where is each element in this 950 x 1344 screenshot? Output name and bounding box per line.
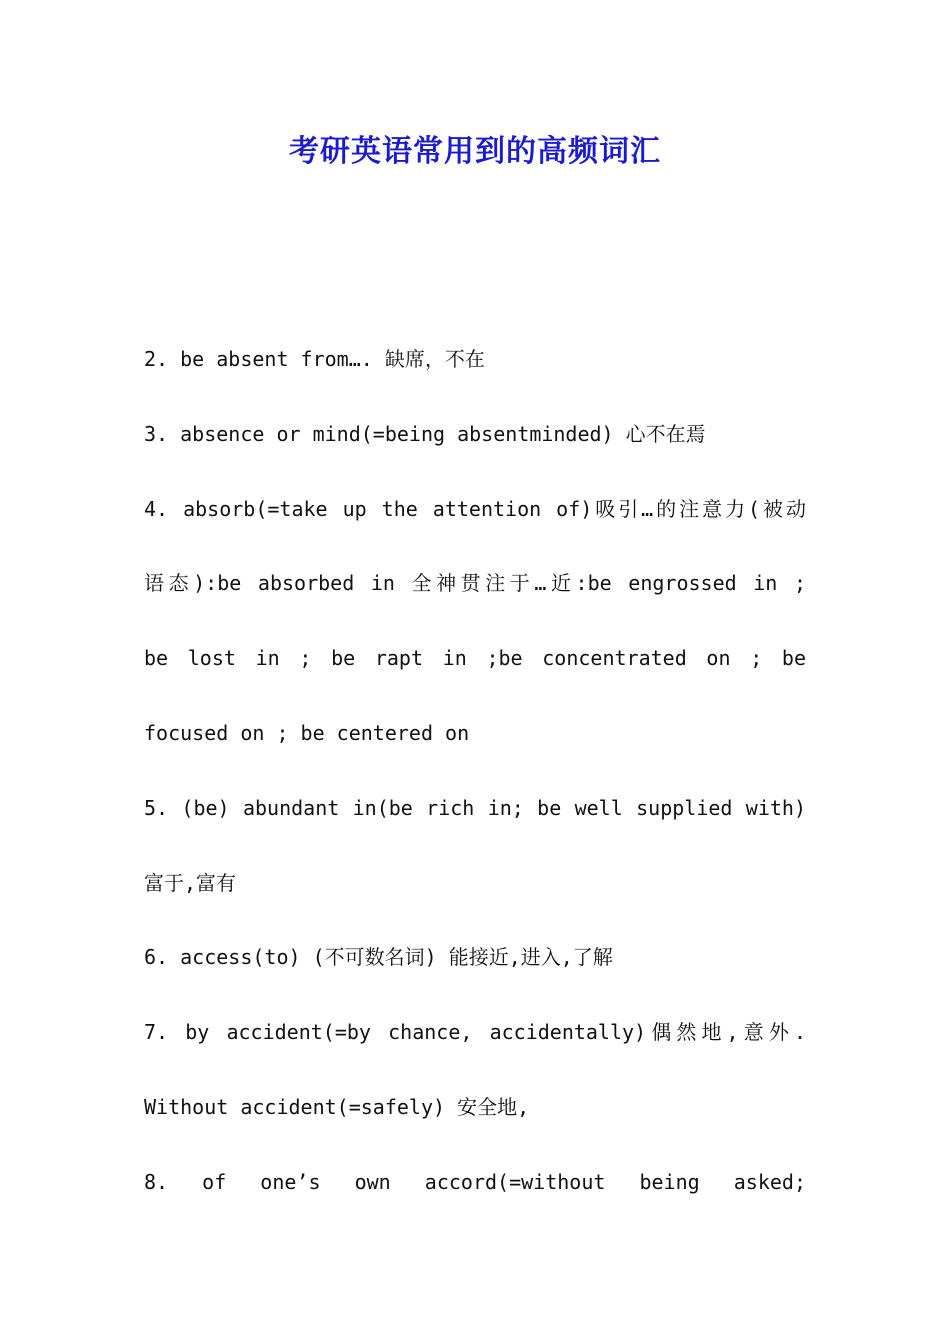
text-line: 6. access(to) (不可数名词) 能接近,进入,了解 [144,945,613,970]
text-line: be lost in ; be rapt in ;be concentrated on ; be [144,646,806,671]
text-line: 2. be absent from…. 缺席，不在 [144,347,485,371]
text-line: 3. absence or mind(=being absentminded) 心不在焉 [144,421,706,446]
text-line: focused on ; be centered on [144,720,470,745]
text-line: 5. (be) abundant in(be rich in; be well supplied with) [144,795,806,820]
text-line: 语态):be absorbed in 全神贯注于…近:be engrossed in ; [144,571,806,596]
document-title: 考研英语常用到的高频词汇 [289,134,661,169]
text-line: 8. of one’s own accord(=without being asked; [144,1169,806,1194]
text-line: 7. by accident(=by chance, accidentally)偶然地,意外. [144,1020,806,1045]
document-body [144,340,806,1238]
text-line: 富于,富有 [144,870,237,895]
text-line: Without accident(=safely) 安全地, [144,1094,530,1119]
text-line: 4. absorb(=take up the attention of)吸引…的注意力(被动 [144,496,806,521]
